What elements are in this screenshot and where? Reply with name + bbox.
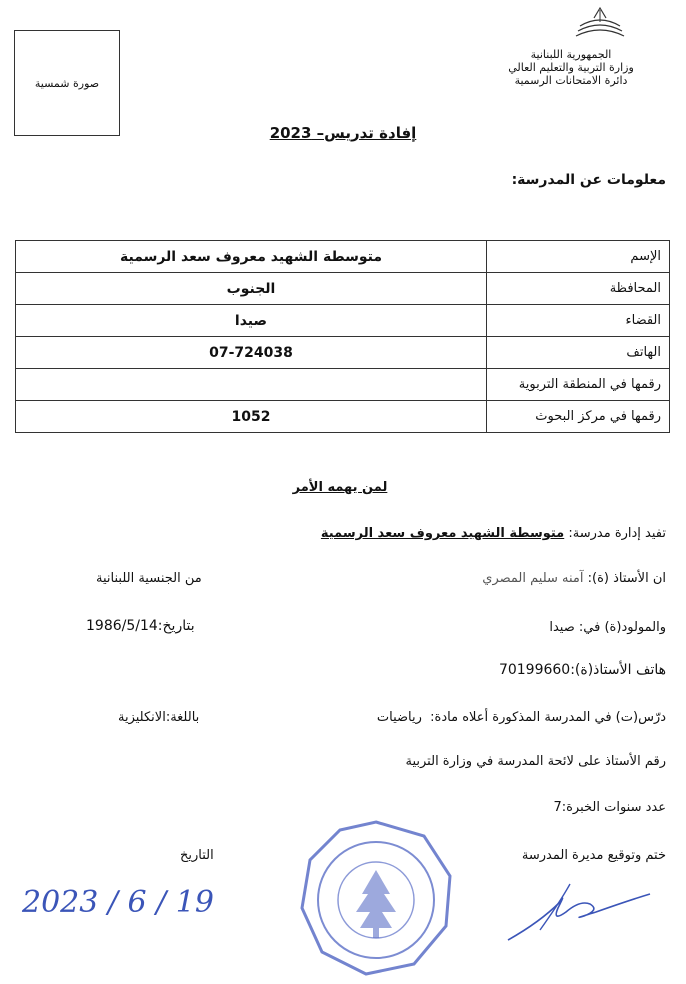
handwritten-date (20, 860, 250, 930)
row-label: رقمها في المنطقة التربوية (487, 369, 670, 401)
table-row (16, 369, 670, 401)
signature-icon (500, 872, 660, 952)
stamp-signature-label: ختم وتوقيع مديرة المدرسة (521, 848, 666, 863)
language-line (118, 710, 199, 725)
birth-date-line (86, 618, 195, 634)
row-value: 07-724038 (16, 337, 487, 369)
official-stamp-icon (296, 818, 456, 978)
experience-prefix: عدد سنوات الخبرة: (561, 800, 666, 815)
photo-label: صورة شمسية (34, 76, 100, 90)
experience-line (553, 800, 666, 815)
date-label: التاريخ (180, 848, 214, 863)
table-row (16, 337, 670, 369)
school-info-table (15, 240, 670, 433)
row-label: القضاء (487, 305, 670, 337)
concern-heading: لمن يهمه الأمر (292, 480, 388, 495)
row-value: متوسطة الشهيد معروف سعد الرسمية (16, 241, 487, 273)
language-prefix: باللغة: (165, 710, 200, 725)
handwritten-date-text: 2023 / 6 / 19 (22, 885, 214, 920)
republic-name: الجمهورية اللبنانية (530, 48, 612, 61)
teacher-name: آمنه سليم المصري (482, 571, 584, 586)
admin-line (321, 526, 666, 541)
list-number-label: رقم الأستاذ على لائحة المدرسة في وزارة التربية (405, 754, 666, 769)
row-value: صيدا (16, 305, 487, 337)
document-title: إفادة تدريس– 2023 (269, 124, 417, 142)
admin-school: متوسطة الشهيد معروف سعد الرسمية (320, 526, 565, 541)
experience: 7 (553, 800, 562, 815)
row-value (16, 369, 487, 401)
language: الانكليزية (118, 710, 166, 725)
born-date-prefix: بتاريخ: (157, 618, 195, 634)
phone-prefix: هاتف الأستاذ(ة): (570, 662, 666, 678)
born-prefix: والمولود(ة) في: (578, 620, 666, 635)
row-label: الهاتف (487, 337, 670, 369)
teacher-line (482, 571, 666, 586)
teacher-prefix: ان الأستاذ (ة): (587, 571, 666, 586)
birth-line (549, 620, 666, 635)
ministry-name: وزارة التربية والتعليم العالي (508, 61, 634, 74)
row-label: رقمها في مركز البحوث (487, 401, 670, 433)
table-row (16, 305, 670, 337)
table-row (16, 401, 670, 433)
table-row (16, 241, 670, 273)
photo-placeholder (14, 30, 120, 136)
ministry-logo-icon (572, 6, 628, 48)
born-place: صيدا (549, 620, 575, 635)
row-value: الجنوب (16, 273, 487, 305)
admin-prefix: تفيد إدارة مدرسة: (568, 526, 666, 541)
ministry-header (496, 48, 646, 87)
phone-line (499, 662, 666, 678)
nationality: من الجنسية اللبنانية (96, 571, 202, 586)
department-name: دائرة الامتحانات الرسمية (514, 74, 628, 87)
row-label: المحافظة (487, 273, 670, 305)
born-date: 1986/5/14 (86, 618, 158, 634)
school-info-heading: معلومات عن المدرسة: (511, 172, 666, 188)
subject: رياضيات (376, 710, 422, 725)
teacher-phone: 70199660 (498, 662, 571, 678)
taught-prefix: درّس(ت) في المدرسة المذكورة أعلاه مادة: (430, 710, 666, 725)
row-value: 1052 (16, 401, 487, 433)
row-label: الإسم (487, 241, 670, 273)
table-row (16, 273, 670, 305)
taught-line (377, 710, 666, 725)
